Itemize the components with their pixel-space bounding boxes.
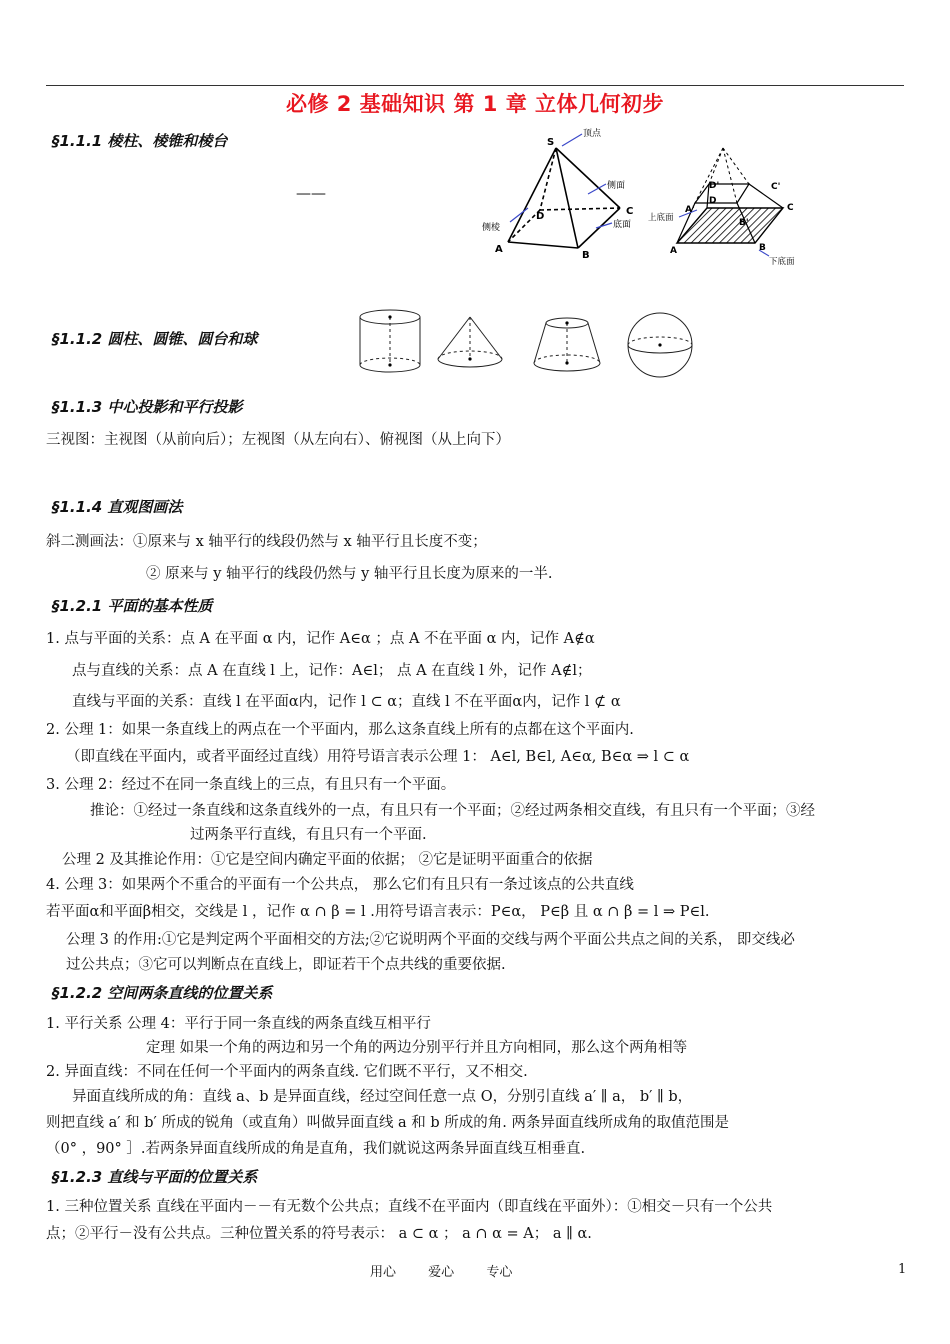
text-q1b: 定理 如果一个角的两边和另一个角的两边分别平行并且方向相同，那么这个两角相等 xyxy=(146,1040,688,1056)
label-D: D xyxy=(536,211,545,222)
text-p4: 4. 公理 3：如果两个不重合的平面有一个公共点， 那么它们有且只有一条过该点的公共直线 xyxy=(46,877,634,893)
section-heading-1-2-3: §1.2.3 直线与平面的位置关系 xyxy=(52,1168,258,1186)
text-p2b: （即直线在平面内，或者平面经过直线）用符号语言表示公理 1： A∈l, B∈l, A∈α, B∈α ⇒ l ⊂ α xyxy=(66,749,690,765)
text-p1c: 直线与平面的关系：直线 l 在平面α内，记作 l ⊂ α；直线 l 不在平面α内，记作 l ⊄ α xyxy=(72,694,621,710)
label-lower-base: 下底面 xyxy=(769,257,795,267)
label-C-prime: C' xyxy=(771,182,781,192)
pyramid-figure xyxy=(470,128,650,264)
label-D: D xyxy=(709,196,717,206)
text-p3c: 过两条平行直线，有且只有一个平面. xyxy=(190,827,427,843)
footer-text-3: 专心 xyxy=(486,1265,513,1280)
section-heading-1-1-3: §1.1.3 中心投影和平行投影 xyxy=(52,398,243,416)
label-B-prime: B' xyxy=(739,218,749,228)
text-p3b: 推论：①经过一条直线和这条直线外的一点，有且只有一个平面；②经过两条相交直线，有且只有一个平面；③经 xyxy=(90,803,815,819)
text-q2c: 则把直线 a′ 和 b′ 所成的锐角（或直角）叫做异面直线 a 和 b 所成的角. 两条异面直线所成角的取值范围是 xyxy=(46,1115,730,1131)
label-A: A xyxy=(495,244,503,255)
solids-figure xyxy=(350,305,705,381)
text-q2: 2. 异面直线：不同在任何一个平面内的两条直线. 它们既不平行，又不相交. xyxy=(46,1064,528,1080)
three-views-text: 三视图：主视图（从前向后）；左视图（从左向右）、俯视图（从上向下） xyxy=(46,432,510,448)
label-upper-base: 上底面 xyxy=(648,213,674,223)
text-p1b: 点与直线的关系：点 A 在直线 l 上，记作：A∈l； 点 A 在直线 l 外，记作 A∉l； xyxy=(72,663,592,679)
section-heading-1-1-1: §1.1.1 棱柱、棱锥和棱台 xyxy=(52,132,228,150)
text-r1b: 点；②平行－没有公共点。三种位置关系的符号表示： a ⊂ α ； a ∩ α = A； a ∥ α. xyxy=(46,1226,592,1242)
footer xyxy=(370,1261,540,1280)
label-side-face: 侧面 xyxy=(607,181,626,191)
footer-text-1: 用心 xyxy=(370,1265,397,1280)
label-lateral-edge: 侧棱 xyxy=(482,223,501,233)
page-title: 必修 2 基础知识 第 1 章 立体几何初步 xyxy=(285,92,665,116)
label-bottom-face: 底面 xyxy=(613,220,632,230)
text-p3d: 公理 2 及其推论作用：①它是空间内确定平面的依据； ②它是证明平面重合的依据 xyxy=(62,852,593,868)
section-heading-1-2-2: §1.2.2 空间两条直线的位置关系 xyxy=(52,984,273,1002)
label-S: S xyxy=(547,137,555,148)
header-rule xyxy=(46,85,904,86)
text-p2: 2. 公理 1：如果一条直线上的两点在一个平面内，那么这条直线上所有的点都在这个平面内. xyxy=(46,722,634,738)
text-q2b: 异面直线所成的角：直线 a、b 是异面直线，经过空间任意一点 O，分别引直线 a′ ∥ a， b′ ∥ b， xyxy=(72,1089,693,1105)
text-r1: 1. 三种位置关系 直线在平面内－－有无数个公共点；直线不在平面内（即直线在平面外）：①相交－只有一个公共 xyxy=(46,1199,773,1215)
frustum-figure xyxy=(645,140,810,268)
section-heading-1-1-4: §1.1.4 直观图画法 xyxy=(52,498,183,516)
label-B: B xyxy=(582,250,590,261)
label-D-prime: D' xyxy=(709,181,720,191)
label-B: B xyxy=(759,243,766,253)
text-p4c: 公理 3 的作用:①它是判定两个平面相交的方法;②它说明两个平面的交线与两个平面公共点之间的关系， 即交线必 xyxy=(66,932,795,948)
text-p1: 1. 点与平面的关系：点 A 在平面 α 内，记作 A∈α ；点 A 不在平面 α 内，记作 A∉α xyxy=(46,631,595,647)
text-q1: 1. 平行关系 公理 4：平行于同一条直线的两条直线互相平行 xyxy=(46,1016,431,1032)
text-p3: 3. 公理 2：经过不在同一条直线上的三点，有且只有一个平面。 xyxy=(46,777,456,793)
label-A-prime: A' xyxy=(685,205,695,215)
text-p4b: 若平面α和平面β相交，交线是 l ，记作 α ∩ β = l .用符号语言表示：P∈α， P∈β 且 α ∩ β = l ⇒ P∈l. xyxy=(46,904,710,920)
dash-mark: —— xyxy=(296,184,326,202)
section-heading-1-1-2: §1.1.2 圆柱、圆锥、圆台和球 xyxy=(52,330,258,348)
label-C: C xyxy=(626,206,634,217)
oblique-rule-2: ② 原来与 y 轴平行的线段仍然与 y 轴平行且长度为原来的一半. xyxy=(146,566,553,582)
cylinder-icon xyxy=(360,310,420,372)
footer-text-2: 爱心 xyxy=(428,1265,455,1280)
label-A: A xyxy=(670,246,677,256)
oblique-rule-1: 斜二测画法：①原来与 x 轴平行的线段仍然与 x 轴平行且长度不变； xyxy=(46,534,487,550)
label-vertex: 顶点 xyxy=(583,129,602,139)
text-q2d: （0° ，90° ］.若两条异面直线所成的角是直角，我们就说这两条异面直线互相垂直. xyxy=(46,1141,586,1157)
page-number: 1 xyxy=(898,1262,907,1277)
section-heading-1-2-1: §1.2.1 平面的基本性质 xyxy=(52,597,213,615)
text-p4d: 过公共点；③它可以判断点在直线上，即证若干个点共线的重要依据. xyxy=(66,957,506,973)
label-C: C xyxy=(787,203,794,213)
